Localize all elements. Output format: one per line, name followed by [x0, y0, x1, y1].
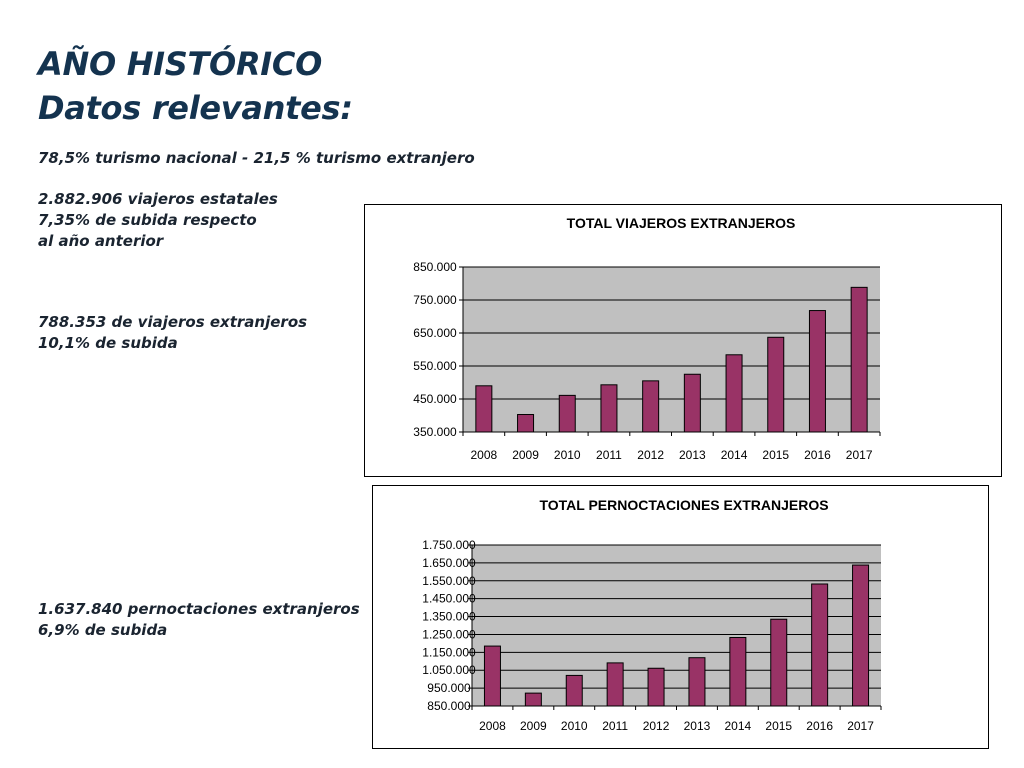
- chart-title: TOTAL PERNOCTACIONES EXTRANJEROS: [539, 497, 829, 513]
- x-tick-label: 2016: [806, 719, 834, 733]
- x-tick-label: 2015: [762, 448, 790, 462]
- x-tick-label: 2014: [724, 719, 752, 733]
- chart-title: TOTAL VIAJEROS EXTRANJEROS: [566, 215, 796, 231]
- note-line: 2.882.906 viajeros estatales: [38, 190, 278, 208]
- foreign-overnight-stays-chart: [372, 485, 989, 749]
- bar: [484, 646, 500, 706]
- x-tick-label: 2014: [720, 448, 748, 462]
- x-tick-label: 2016: [804, 448, 831, 462]
- foreign-travelers-chart-svg: [365, 205, 1001, 476]
- x-tick-label: 2015: [765, 719, 793, 733]
- bar: [559, 395, 575, 432]
- bar: [851, 287, 867, 432]
- x-tick-label: 2013: [678, 448, 706, 462]
- y-tick-label: 950.000: [427, 681, 471, 696]
- note-line: 10,1% de subida: [38, 334, 178, 352]
- foreign-overnight-stays-chart-svg: [373, 486, 988, 748]
- y-tick-label: 850.000: [427, 699, 471, 713]
- bar: [730, 637, 746, 706]
- x-tick-label: 2017: [847, 719, 874, 733]
- bar: [601, 385, 617, 432]
- y-tick-label: 1.050.000: [422, 663, 476, 678]
- bar: [476, 386, 492, 432]
- x-tick-label: 2009: [519, 719, 547, 733]
- foreign-travelers-note: [38, 312, 307, 354]
- y-tick-label: 1.550.000: [422, 573, 476, 588]
- bar: [809, 311, 825, 432]
- bar: [566, 675, 582, 706]
- bar: [643, 381, 659, 432]
- x-tick-label: 2008: [479, 719, 506, 733]
- note-line: 1.637.840 pernoctaciones extranjeros: [38, 600, 360, 618]
- x-tick-label: 2012: [637, 448, 665, 462]
- bar: [607, 663, 623, 706]
- slide-subtitle-line: Datos relevantes:: [38, 89, 353, 127]
- slide-title: [38, 42, 353, 130]
- foreign-nights-note: [38, 599, 360, 641]
- x-tick-label: 2012: [642, 719, 670, 733]
- x-tick-label: 2010: [560, 719, 588, 733]
- x-tick-label: 2011: [596, 448, 622, 462]
- bar: [684, 374, 700, 432]
- y-tick-label: 1.750.000: [422, 538, 476, 552]
- x-tick-label: 2010: [553, 448, 581, 462]
- x-tick-label: 2008: [470, 448, 498, 462]
- note-line: 78,5% turismo nacional - 21,5 % turismo extranjero: [38, 149, 475, 167]
- y-tick-label: 850.000: [413, 260, 457, 274]
- x-tick-label: 2011: [602, 719, 629, 733]
- note-line: al año anterior: [38, 232, 164, 250]
- bar: [726, 355, 742, 432]
- y-tick-label: 1.150.000: [422, 645, 476, 660]
- foreign-travelers-chart: [364, 204, 1002, 477]
- note-line: 788.353 de viajeros extranjeros: [38, 313, 308, 331]
- slide-title-line: AÑO HISTÓRICO: [38, 45, 322, 83]
- bar: [853, 565, 869, 706]
- state-travelers-note: [38, 189, 278, 252]
- y-tick-label: 350.000: [413, 425, 457, 439]
- y-tick-label: 750.000: [413, 293, 457, 307]
- y-tick-label: 550.000: [413, 359, 457, 373]
- note-line: 7,35% de subida respecto: [38, 211, 257, 229]
- y-tick-label: 1.450.000: [422, 591, 476, 606]
- bar: [689, 658, 705, 706]
- x-tick-label: 2009: [512, 448, 539, 462]
- y-tick-label: 650.000: [413, 326, 457, 340]
- bar: [648, 668, 664, 706]
- y-tick-label: 1.650.000: [422, 555, 476, 570]
- y-tick-label: 1.350.000: [422, 609, 476, 624]
- bar: [768, 337, 784, 432]
- bar: [812, 584, 828, 706]
- y-tick-label: 450.000: [413, 392, 457, 406]
- bar: [525, 693, 541, 706]
- tourism-share-note: [38, 148, 475, 169]
- note-line: 6,9% de subida: [38, 621, 168, 639]
- x-tick-label: 2017: [845, 448, 873, 462]
- y-tick-label: 1.250.000: [422, 627, 476, 642]
- bar: [771, 619, 787, 706]
- x-tick-label: 2013: [683, 719, 711, 733]
- bar: [518, 415, 534, 432]
